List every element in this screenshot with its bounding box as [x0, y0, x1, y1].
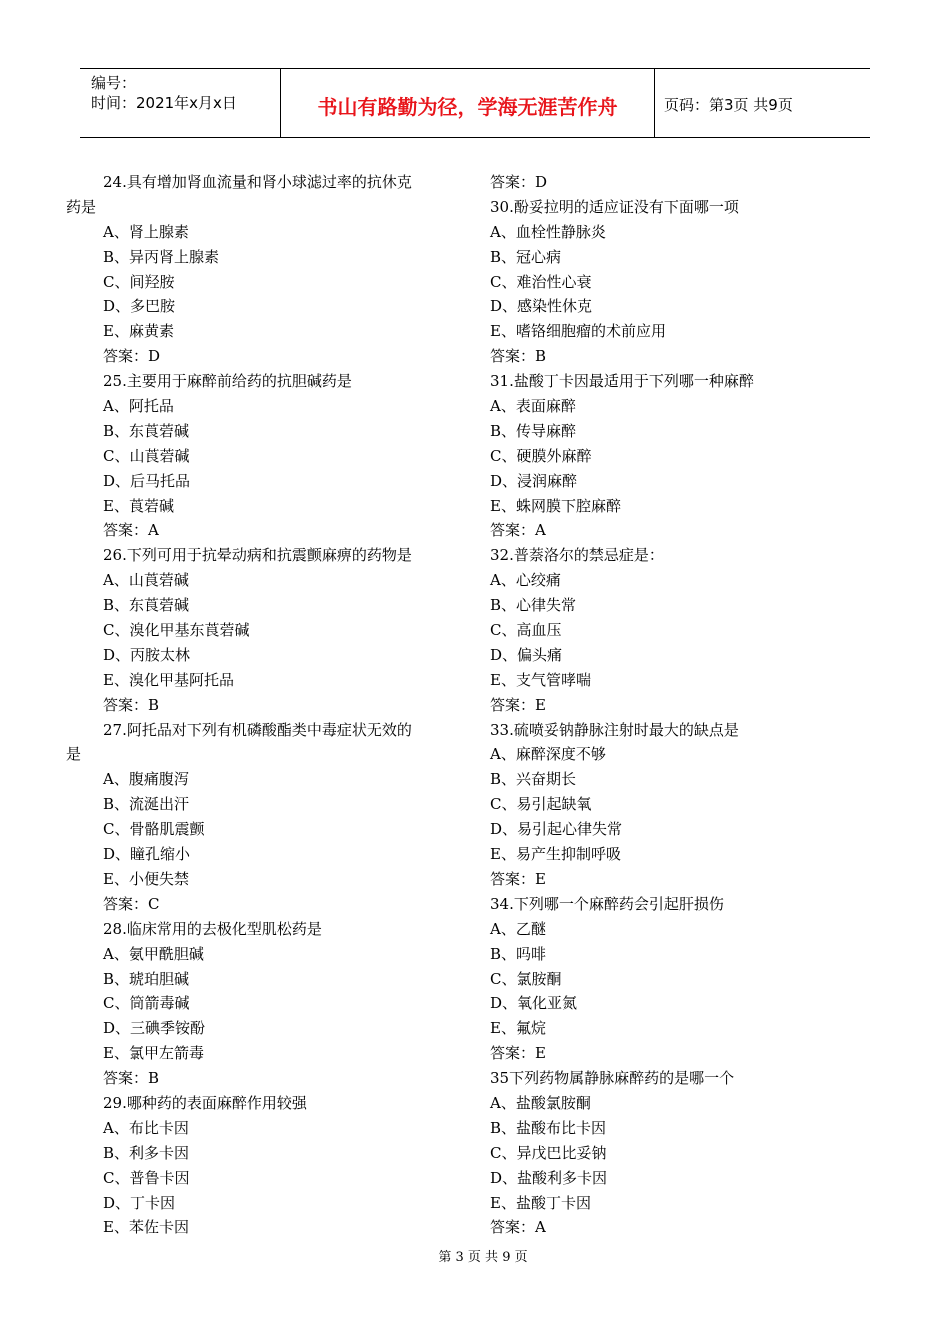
- question-text: 33.硫喷妥钠静脉注射时最大的缺点是: [490, 720, 739, 739]
- option-line: A、盐酸氯胺酮: [490, 1093, 591, 1112]
- question-text: [66, 718, 458, 768]
- option-line: B、利多卡因: [103, 1143, 190, 1162]
- question-text: 30.酚妥拉明的适应证没有下面哪一项: [490, 197, 739, 216]
- option-line: C、易引起缺氧: [490, 795, 592, 814]
- answer-line: 答案：B: [103, 1069, 160, 1088]
- option-line: C、难治性心衰: [490, 272, 592, 291]
- option-line: D、氧化亚氮: [490, 994, 578, 1013]
- option-line: B、流涎出汗: [103, 795, 190, 814]
- date-label: 时间：2021年x月x日: [91, 94, 237, 112]
- question-first-line: 26.下列可用于抗晕动病和抗震颤麻痹的药物是: [103, 546, 412, 565]
- question-text: 32.普萘洛尔的禁忌症是：: [490, 546, 664, 565]
- question-first-line: 27.阿托品对下列有机磷酸酯类中毒症状无效的: [103, 720, 412, 739]
- option-line: A、乙醚: [490, 919, 546, 938]
- option-line: B、兴奋期长: [490, 770, 577, 789]
- question-text: 34.下列哪一个麻醉药会引起肝损伤: [490, 894, 724, 913]
- option-line: D、易引起心律失常: [490, 820, 623, 839]
- answer-line: 答案：D: [490, 173, 548, 191]
- option-line: C、筒箭毒碱: [103, 994, 190, 1013]
- option-line: E、支气管哮喘: [490, 670, 591, 689]
- option-line: E、苯佐卡因: [103, 1218, 189, 1237]
- answer-line: 答案：E: [490, 1044, 546, 1063]
- question-text: 35下列药物属静脉麻醉药的是哪一个: [490, 1069, 735, 1088]
- header-info-cell: [80, 69, 281, 137]
- question-continuation-line: 药是: [66, 197, 97, 216]
- option-line: B、东莨菪碱: [103, 421, 190, 440]
- answer-line: 答案：A: [490, 521, 546, 540]
- answer-line: 答案：C: [103, 894, 160, 913]
- question-text: [66, 369, 458, 394]
- option-line: E、氟烷: [490, 1019, 546, 1038]
- option-line: C、高血压: [490, 621, 562, 640]
- option-line: C、氯胺酮: [490, 969, 562, 988]
- option-line: D、瞳孔缩小: [103, 845, 191, 864]
- option-line: D、多巴胺: [103, 297, 176, 316]
- option-line: A、肾上腺素: [103, 222, 189, 241]
- code-label: 编号：: [91, 74, 137, 92]
- option-line: B、传导麻醉: [490, 421, 577, 440]
- question-first-line: 29.哪种药的表面麻醉作用较强: [103, 1093, 307, 1112]
- option-line: D、浸润麻醉: [490, 471, 578, 490]
- question-text: [66, 543, 458, 568]
- page-footer: 第 3 页 共 9 页: [438, 1250, 528, 1265]
- option-line: C、山莨菪碱: [103, 446, 190, 465]
- option-line: E、氯甲左箭毒: [103, 1044, 204, 1063]
- option-line: A、血栓性静脉炎: [490, 222, 606, 241]
- question-first-line: 28.临床常用的去极化型肌松药是: [103, 919, 322, 938]
- option-line: B、冠心病: [490, 247, 562, 266]
- motto-text: 书山有路勤为径，学海无涯苦作舟: [317, 95, 618, 119]
- option-line: E、易产生抑制呼吸: [490, 845, 621, 864]
- option-line: C、异戊巴比妥钠: [490, 1143, 607, 1162]
- option-line: A、山莨菪碱: [103, 571, 189, 590]
- question-first-line: 24.具有增加肾血流量和肾小球滤过率的抗休克: [103, 173, 412, 191]
- option-line: A、布比卡因: [103, 1118, 189, 1137]
- option-line: B、心律失常: [490, 596, 577, 615]
- option-line: A、腹痛腹泻: [103, 770, 189, 789]
- header-page-label: 页码：第3页 共9页: [664, 96, 793, 114]
- option-line: D、丁卡因: [103, 1193, 176, 1212]
- option-line: B、东莨菪碱: [103, 596, 190, 615]
- option-line: E、小便失禁: [103, 869, 189, 888]
- page-header: [80, 68, 870, 138]
- question-text: 31.盐酸丁卡因最适用于下列哪一种麻醉: [490, 372, 754, 391]
- option-line: D、丙胺太林: [103, 645, 191, 664]
- option-line: B、盐酸布比卡因: [490, 1118, 607, 1137]
- question-text: [66, 1091, 458, 1116]
- option-line: B、异丙肾上腺素: [103, 247, 220, 266]
- option-line: A、氨甲酰胆碱: [103, 944, 204, 963]
- option-line: E、莨菪碱: [103, 496, 174, 515]
- option-line: C、普鲁卡因: [103, 1168, 190, 1187]
- answer-line: 答案：D: [103, 347, 161, 366]
- question-first-line: 25.主要用于麻醉前给药的抗胆碱药是: [103, 372, 352, 391]
- option-line: D、三碘季铵酚: [103, 1019, 206, 1038]
- answer-line: 答案：E: [490, 869, 546, 888]
- left-column: [66, 170, 458, 1240]
- option-line: D、后马托品: [103, 471, 191, 490]
- option-line: A、麻醉深度不够: [490, 745, 606, 764]
- option-line: E、盐酸丁卡因: [490, 1193, 591, 1212]
- option-line: D、盐酸利多卡因: [490, 1168, 608, 1187]
- option-line: A、表面麻醉: [490, 397, 576, 416]
- option-line: E、蛛网膜下腔麻醉: [490, 496, 621, 515]
- question-text: [66, 917, 458, 942]
- answer-line: 答案：A: [103, 521, 159, 540]
- answer-line: 答案：A: [490, 1218, 546, 1237]
- answer-line: 答案：B: [103, 695, 160, 714]
- header-motto-cell: [281, 69, 655, 137]
- option-line: E、麻黄素: [103, 322, 174, 341]
- option-line: A、心绞痛: [490, 571, 561, 590]
- option-line: D、偏头痛: [490, 645, 563, 664]
- option-line: C、骨骼肌震颤: [103, 820, 205, 839]
- question-continuation-line: 是: [66, 745, 82, 764]
- option-line: D、感染性休克: [490, 297, 593, 316]
- option-line: C、硬膜外麻醉: [490, 446, 592, 465]
- right-column: [490, 170, 890, 1240]
- option-line: B、琥珀胆碱: [103, 969, 190, 988]
- option-line: C、溴化甲基东莨菪碱: [103, 621, 250, 640]
- option-line: E、溴化甲基阿托品: [103, 670, 234, 689]
- option-line: B、吗啡: [490, 944, 547, 963]
- answer-line: 答案：B: [490, 347, 547, 366]
- option-line: E、嗜铬细胞瘤的术前应用: [490, 322, 666, 341]
- question-text: [66, 170, 458, 220]
- option-line: C、间羟胺: [103, 272, 175, 291]
- header-page-cell: [655, 69, 870, 137]
- option-line: A、阿托品: [103, 397, 174, 416]
- answer-line: 答案：E: [490, 695, 546, 714]
